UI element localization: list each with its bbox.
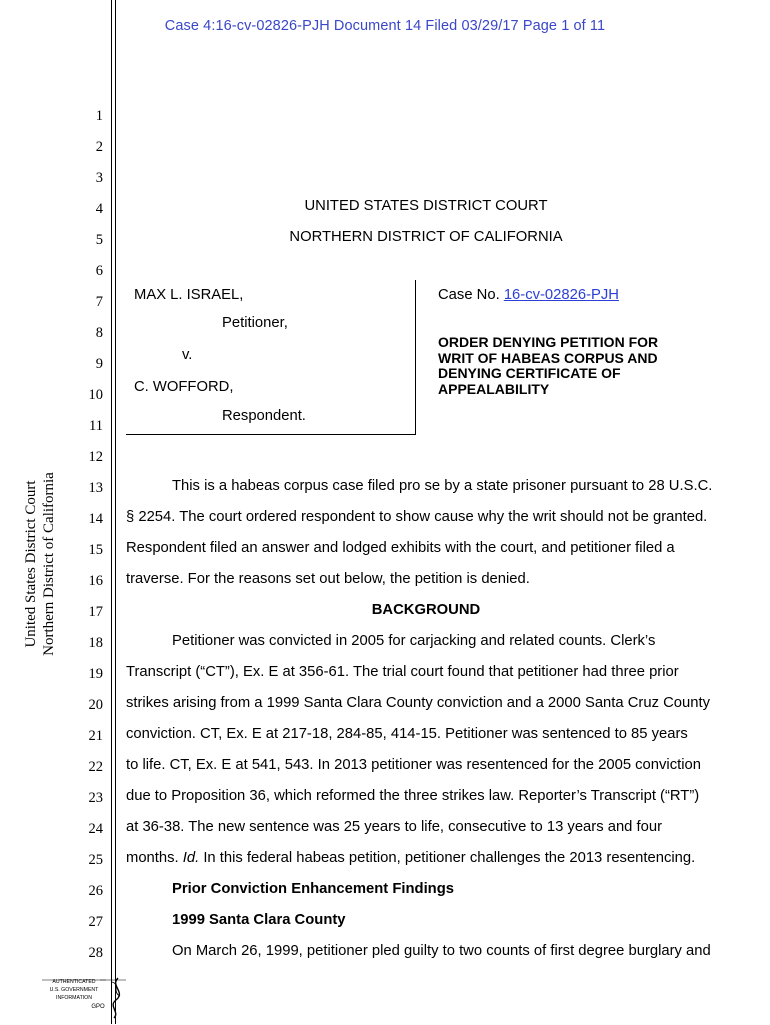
line-number: 18: [88, 635, 103, 651]
body-line: On March 26, 1999, petitioner pled guilty to two counts of first degree burglary and: [172, 943, 711, 959]
case-number-link[interactable]: 16-cv-02826-PJH: [503, 287, 619, 303]
order-title-line: ORDER DENYING PETITION FOR: [438, 334, 659, 350]
line-number: 26: [88, 883, 103, 899]
order-title: [438, 335, 708, 397]
body-line: traverse. For the reasons set out below, the petition is denied.: [126, 571, 530, 587]
body-line: Transcript (“CT”), Ex. E at 356-61. The trial court found that petitioner had three prior: [126, 664, 679, 680]
gpo-mark: GPO: [91, 1004, 105, 1010]
line-number: 9: [95, 356, 103, 372]
body-line: Respondent filed an answer and lodged exhibits with the court, and petitioner filed a: [126, 540, 675, 556]
petitioner-role: Petitioner,: [222, 315, 288, 331]
line-number: 20: [88, 697, 103, 713]
body-line: strikes arising from a 1999 Santa Clara County conviction and a 2000 Santa Cruz County: [126, 695, 710, 711]
body-line: Petitioner was convicted in 2005 for carjacking and related counts. Clerk’s: [172, 633, 656, 649]
line-number: 1: [95, 108, 103, 124]
line-number: 7: [95, 294, 103, 310]
document-header: Case 4:16-cv-02826-PJH Document 14 Filed 03/29/17 Page 1 of 11: [164, 18, 606, 34]
gpo-authentication-seal: [40, 974, 130, 1020]
sidebar-line1: United States District Court: [23, 480, 39, 648]
section-heading-background: BACKGROUND: [371, 602, 481, 618]
line-number: 8: [95, 325, 103, 341]
line-number: 6: [95, 263, 103, 279]
body-line: at 36-38. The new sentence was 25 years to life, consecutive to 13 years and four: [126, 819, 663, 835]
case-number: [438, 287, 619, 303]
body-line: conviction. CT, Ex. E at 217-18, 284-85, 414-15. Petitioner was sentenced to 85 years: [126, 726, 688, 742]
body-text: In this federal habeas petition, petitioner challenges the 2013 resentencing.: [199, 850, 696, 866]
line-number: 25: [88, 852, 103, 868]
body-line: This is a habeas corpus case filed pro se by a state prisoner pursuant to 28 U.S.C.: [172, 478, 713, 494]
line-number: 11: [89, 418, 103, 434]
body-line: due to Proposition 36, which reformed the three strikes law. Reporter’s Transcript (“RT”): [126, 788, 700, 804]
court-district: NORTHERN DISTRICT OF CALIFORNIA: [289, 229, 563, 245]
gpo-seal-icon: [40, 974, 130, 1020]
order-title-line: DENYING CERTIFICATE OF: [438, 365, 621, 381]
petitioner-name: MAX L. ISRAEL,: [134, 287, 244, 303]
versus: v.: [182, 347, 193, 363]
gpo-line1: AUTHENTICATED: [52, 979, 96, 985]
subheading-prior-conviction: Prior Conviction Enhancement Findings: [172, 881, 454, 897]
line-number: 4: [95, 201, 103, 217]
line-number: 13: [88, 480, 103, 496]
line-number: 14: [88, 511, 103, 527]
body-text: months.: [126, 850, 183, 866]
sidebar-line2: Northern District of California: [41, 472, 57, 656]
line-number: 27: [88, 914, 103, 930]
line-number: 17: [88, 604, 103, 620]
left-margin-rule-inner: [115, 0, 116, 1024]
line-number: 3: [95, 170, 103, 186]
line-number: 10: [88, 387, 103, 403]
left-margin-rule-outer: [111, 0, 112, 1024]
line-number: 16: [88, 573, 103, 589]
line-number: 22: [88, 759, 103, 775]
line-number: 24: [88, 821, 103, 837]
gpo-line2: U.S. GOVERNMENT: [49, 987, 99, 993]
line-number: 23: [88, 790, 103, 806]
respondent-name: C. WOFFORD,: [134, 379, 234, 395]
sidebar-court-name: [22, 414, 58, 714]
order-title-line: APPEALABILITY: [438, 380, 550, 397]
citation-id: Id.: [182, 850, 200, 866]
case-number-label: Case No.: [438, 287, 500, 303]
line-number: 21: [88, 728, 103, 744]
line-number: 2: [95, 139, 103, 155]
order-title-line: WRIT OF HABEAS CORPUS AND: [438, 349, 658, 366]
caption-divider-horizontal: [126, 434, 416, 435]
line-number: 12: [88, 449, 103, 465]
line-number: 19: [88, 666, 103, 682]
caption-divider-vertical: [415, 280, 416, 435]
body-line: to life. CT, Ex. E at 541, 543. In 2013 petitioner was resentenced for the 2005 conviction: [126, 757, 701, 773]
line-number: 28: [88, 945, 103, 961]
body-line: [126, 850, 726, 866]
gpo-line3: INFORMATION: [56, 995, 92, 1001]
body-line: § 2254. The court ordered respondent to show cause why the writ should not be granted.: [126, 509, 708, 525]
respondent-role: Respondent.: [222, 408, 306, 424]
court-name: UNITED STATES DISTRICT COURT: [304, 198, 548, 214]
line-number: 15: [88, 542, 103, 558]
subheading-santa-clara: 1999 Santa Clara County: [172, 912, 346, 928]
line-number: 5: [95, 232, 103, 248]
